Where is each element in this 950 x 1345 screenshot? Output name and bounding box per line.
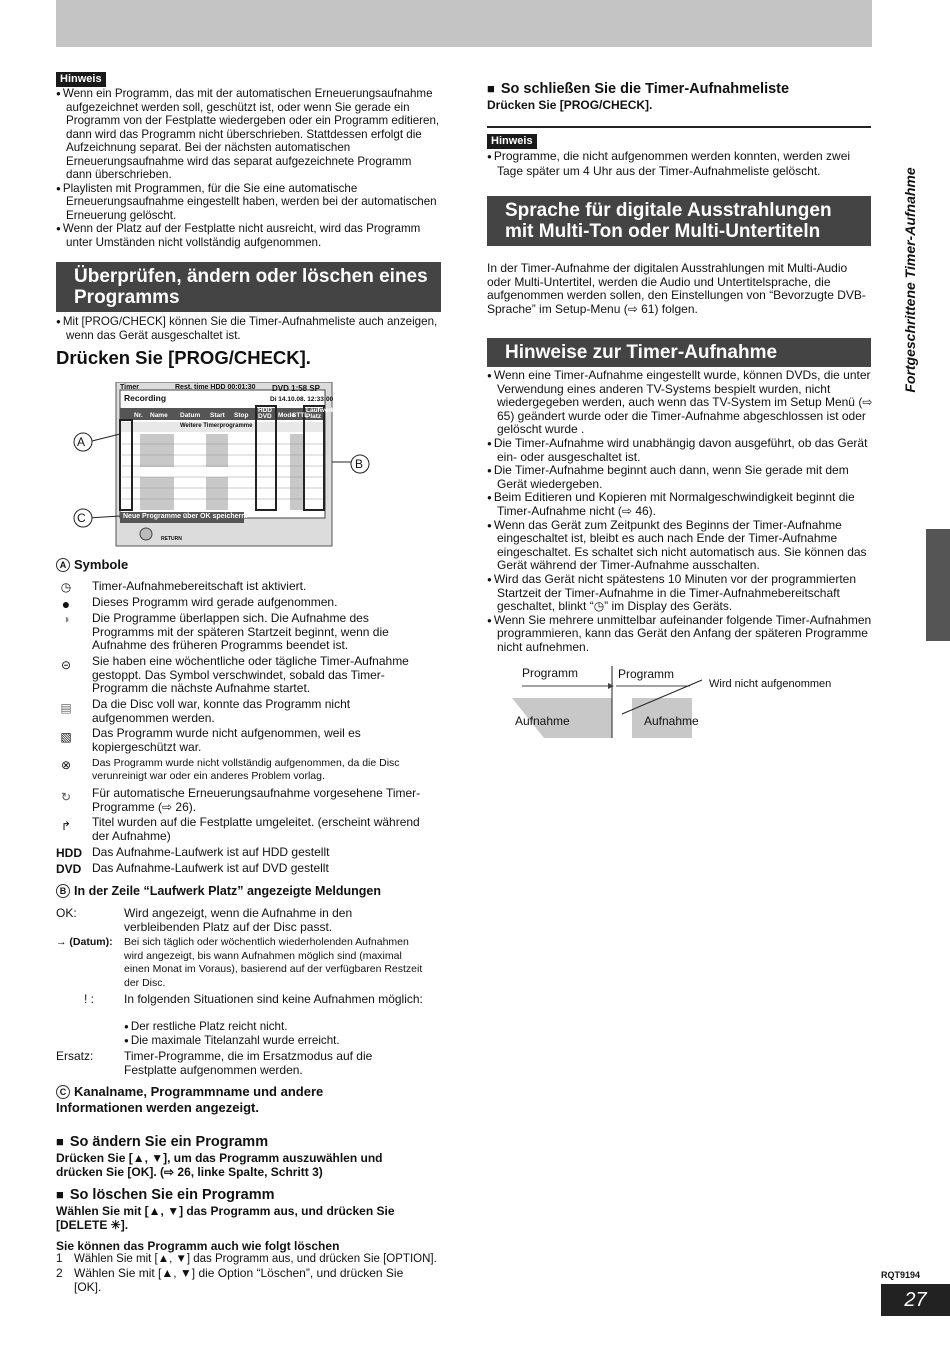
col-start: Start [210,412,225,419]
b-key: OK: [56,906,77,920]
error-x-icon: ⊗ [60,758,72,772]
diagram-rec2: Aufnahme [644,714,699,728]
overlap-icon: ◑ [62,612,70,626]
delete-text: Wählen Sie mit [▲, ▼] das Programm aus, und drücken Sie [DELETE ✳]. [56,1204,395,1232]
hdd-label: HDD [56,846,82,860]
close-text: Drücken Sie [PROG/CHECK]. [487,98,653,112]
col-datum: Datum [180,412,201,419]
col-name: Name [150,412,168,419]
hinweis-bullet: ● Playlisten mit Programmen, für die Sie eine automatische Erneuerungsaufnahme eingestellt haben, werden bei der automatischen Erneuerung gelöscht. [56,182,440,223]
header-bar [56,0,872,47]
hinweis-block-right [487,131,871,178]
hinweis-bullet: ● Programme, die nicht aufgenommen werden konnten, werden zwei Tage später um 4 Uhr aus der Timer-Aufnahmeliste gelöscht. [487,149,871,178]
circle-c-icon: C [56,1085,70,1099]
screen-datetime: Di 14.10.08. 12:33:00 [270,396,334,403]
col-stop: Stop [234,412,249,419]
hint-bullet: ● Beim Editieren und Kopieren mit Normalgeschwindigkeit beginnt die Timer-Aufnahme nicht (⇨ 46). [487,491,873,518]
symbol-desc: Sie haben eine wöchentliche oder tägliche Timer-Aufnahme gestoppt. Das Symbol verschwindet, sobald das Timer-Programm die nächste Aufnahme startet. [92,654,409,695]
hints-list [487,369,873,654]
hint-bullet: ● Wenn eine Timer-Aufnahme eingestellt wurde, können DVDs, die unter Verwendung eines anderen TV-Systems bespielt wurden, nicht wiedergegeben werden, auch wenn das TV-System im Setup Menü (⇨ 65) geändert wurde oder die Timer-Aufnahme abgeschlossen ist oder gelöscht wurde . [487,369,873,437]
press-heading: Drücken Sie [PROG/CHECK]. [56,347,311,368]
symbol-desc: Da die Disc voll war, konnte das Programm nicht aufgenommen werden. [92,697,351,725]
b-key: Ersatz: [56,1049,94,1063]
screen-footer: Neue Programme über OK speichern. [123,513,248,520]
language-text: In der Timer-Aufnahme der digitalen Ausstrahlungen mit Multi-Audio oder Multi-Untertitel, werden die Audio und Untertitelsprache, die aufgenommen werden sollen, den Einstellungen von “Bevorzugte DVB-Sprache” im Setup-Menu (⇨ 61) folgen. [487,261,866,316]
section-title-check: Überprüfen, ändern oder löschen eines Programms [56,262,441,312]
screen-top-mid: Rest. time HDD 00:01:30 [175,384,256,391]
language-text-block [487,262,871,316]
close-heading: ■ So schließen Sie die Timer-Aufnahmeliste [487,80,789,98]
delete-heading: ■ So löschen Sie ein Programm [56,1186,275,1204]
disc-full-icon: ▤ [60,701,72,715]
screen-title: Recording [124,393,167,403]
symbol-desc: Das Aufnahme-Laufwerk ist auf HDD gestellt [92,845,330,859]
hinweis-block-left [56,69,440,249]
hint-bullet: ● Die Timer-Aufnahme wird unabhängig davon ausgeführt, ob das Gerät ein- oder ausgeschaltet ist. [487,437,873,464]
screen-dvd: DVD 1:58 SP [272,384,321,393]
col-drive: HDD DVD [258,407,273,420]
symbol-desc: Dieses Programm wird gerade aufgenommen. [92,595,338,609]
divider [487,126,871,128]
col-mode: Mode [278,412,295,419]
hint-bullet: ● Die Timer-Aufnahme beginnt auch dann, wenn Sie gerade mit dem Gerät wiedergeben. [487,464,873,491]
diagram-rec1: Aufnahme [515,714,570,728]
c-heading: C Kanalname, Programmname und andere Informationen werden angezeigt. [56,1084,324,1115]
b-heading: B In der Zeile “Laufwerk Platz” angezeigte Meldungen [56,884,381,898]
diagram-note: Wird nicht aufgenommen [709,678,832,690]
symbol-desc: Das Programm wurde nicht aufgenommen, weil es kopiergeschützt war. [92,726,361,754]
symbol-desc: Timer-Aufnahmebereitschaft ist aktiviert. [92,579,307,593]
b-value: In folgenden Situationen sind keine Aufnahmen möglich: [124,992,423,1006]
record-dot-icon: ● [61,596,71,612]
page-number: 27 [881,1284,950,1316]
b-value: Timer-Programme, die im Ersatzmodus auf die Festplatte aufgenommen werden. [124,1049,373,1077]
screen-column-header [122,407,335,422]
col-sttl: STTL [292,412,309,419]
section-intro [56,315,440,342]
diagram-prog2: Programm [618,667,675,681]
hinweis-bullet: ● Wenn ein Programm, das mit der automatischen Erneuerungsaufnahme aufgezeichnet werden soll, geschützt ist, oder wenn Sie gerade ein Programm von der Festplatte wiedergeben oder ein Programm editieren, dann wird das Programm nicht überschrieben. Stattdessen erfolgt die Aufzeichnung separat. Bei der nächsten automatischen Erneuerungsaufnahme wird das separat aufgezeichnete Programm dann überschrieben. [56,87,440,182]
callout-c: C [77,511,86,525]
col-space: Laufwerk Platz [306,407,335,420]
symbole-heading: A Symbole [56,557,128,572]
clock-icon: ◷ [60,580,72,594]
section-title-language: Sprache für digitale Ausstrahlungen mit Multi-Ton oder Multi-Untertiteln [487,196,871,246]
circle-a-icon: A [56,558,70,572]
symbol-desc: Das Programm wurde nicht vollständig aufgenommen, da die Disc verunreinigt war oder ein anderes Problem vorlag. [92,757,400,782]
hint-bullet: ● Wenn Sie mehrere unmittelbar aufeinander folgende Timer-Aufnahmen programmieren, kann das Gerät den Anfang der späteren Programme nicht aufnehmen. [487,614,873,655]
symbol-desc: Das Aufnahme-Laufwerk ist auf DVD gestellt [92,861,329,875]
b-key: → (Datum): [56,936,113,948]
b-value: ● Der restliche Platz reicht nicht. [124,1020,434,1034]
symbol-desc: Für automatische Erneuerungsaufnahme vorgesehene Timer-Programme (⇨ 26). [92,786,421,814]
callout-b: B [355,457,364,471]
symbol-desc: Die Programme überlappen sich. Die Aufnahme des Programms mit der späteren Startzeit beginnt, wenn die Aufnahme des früheren Programms beendet ist. [92,611,389,652]
symbol-desc: Titel wurden auf die Festplatte umgeleitet. (erscheint während der Aufnahme) [92,815,420,843]
renewal-icon: ↻ [60,790,72,804]
b-key: ! : [84,992,95,1006]
b-value: ● Die maximale Titelanzahl wurde erreicht. [124,1034,434,1048]
document-ref: RQT9194 [881,1270,921,1280]
copy-protected-icon: ▧ [60,730,72,744]
screen-top-left: Timer [120,384,139,391]
alt-heading: Sie können das Programm auch wie folgt löschen [56,1239,340,1253]
b-value: Wird angezeigt, wenn die Aufnahme in den verbleibenden Platz auf der Disc passt. [124,906,353,934]
circle-b-icon: B [56,884,70,898]
b-value: Bei sich täglich oder wöchentlich wiederholenden Aufnahmen wird angezeigt, bis wann Aufnahmen möglich sind (maximal einen Monat im Voraus), basierend auf der verfügbaren Restzeit der Disc. [124,936,423,989]
dvd-label: DVD [56,862,82,876]
redirect-icon: ↱ [60,819,72,833]
col-nr: Nr. [134,412,143,419]
hint-bullet: ● Wird das Gerät nicht spätestens 10 Minuten vor der programmierten Startzeit der Timer-Aufnahme in die Timer-Aufnahmebereitschaft geschaltet, blinkt “◷” im Display des Geräts. [487,573,873,614]
hinweis-bullet: ● Wenn der Platz auf der Festplatte nicht ausreicht, wird das Programm unter Umständen nicht vollständig aufgenommen. [56,222,440,249]
screen-weitere: Weitere Timerprogramme [180,423,253,429]
sidebar-chapter-label: Fortgeschrittene Timer-Aufnahme [902,167,918,393]
stop-minus-icon: ⊝ [60,658,72,672]
hint-bullet: ● Wenn das Gerät zum Zeitpunkt des Beginns der Timer-Aufnahme eingeschaltet ist, bleibt es auch nach Ende der Timer-Aufnahme eingeschaltet. Es schaltet sich nicht automatisch aus. Sie können das Gerät während der Timer-Aufnahme ausschalten. [487,519,873,573]
diagram-prog1: Programm [522,666,579,680]
section-title-hints: Hinweise zur Timer-Aufnahme [487,338,871,367]
change-text: Drücken Sie [▲, ▼], um das Programm auszuwählen und drücken Sie [OK]. (⇨ 26, linke Spalte, Schritt 3) [56,1151,383,1179]
change-heading: ■ So ändern Sie ein Programm [56,1133,268,1151]
callout-a: A [77,435,86,449]
hinweis-label: Hinweis [487,134,537,149]
screen-return: RETURN [161,536,182,542]
section-bullet: ● Mit [PROG/CHECK] können Sie die Timer-Aufnahmeliste auch anzeigen, wenn das Gerät ausgeschaltet ist. [56,315,440,342]
chapter-tab [926,529,950,641]
hinweis-label: Hinweis [56,72,106,87]
